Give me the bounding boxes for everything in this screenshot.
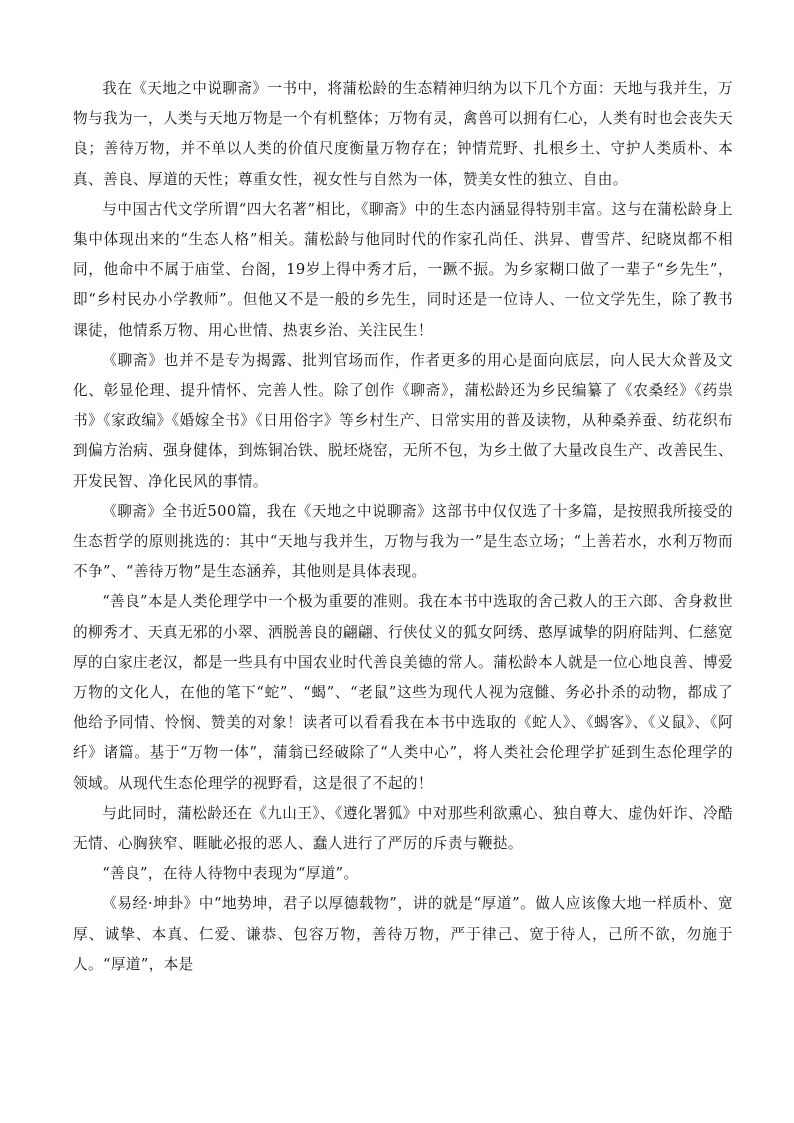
paragraph-5: “善良”本是人类伦理学中一个极为重要的准则。我在本书中选取的舍己救人的王六郎、舍身救世的柳秀才、天真无邪的小翠、洒脱善良的翩翩、行侠仗义的狐女阿绣、憨厚诚挚的阴府陆判、仁慈宽厚的白家庄老汉，都是一些具有中国农业时代善良美德的常人。蒲松龄本人就是一位心地良善、博爱万物的文化人，在他的笔下“蛇”、“蝎”、“老鼠”这些为现代人视为寇雠、务必扑杀的动物，都成了他给予同情、怜悯、赞美的对象！读者可以看看我在本书中选取的《蛇人》、《蝎客》、《义鼠》、《阿纤》诸篇。基于“万物一体”，蒲翁已经破除了“人类中心”，将人类社会伦理学扩延到生态伦理学的领域。从现代生态伦理学的视野看，这是很了不起的！ xyxy=(73,593,733,792)
paragraph-1: 我在《天地之中说聊斋》一书中，将蒲松龄的生态精神归纳为以下几个方面：天地与我并生，万物与我为一，人类与天地万物是一个有机整体；万物有灵，禽兽可以拥有仁心，人类有时也会丧失天良；善待万物，并不单以人类的价值尺度衡量万物存在；钟情荒野、扎根乡土、守护人类质朴、本真、善良、厚道的天性；尊重女性，视女性与自然为一体，赞美女性的独立、自由。 xyxy=(73,80,733,188)
paragraph-3: 《聊斋》也并不是专为揭露、批判官场而作，作者更多的用心是面向底层，向人民大众普及文化、彰显伦理、提升情怀、完善人性。除了创作《聊斋》，蒲松龄还为乡民编纂了《农桑经》《药祟书》《家政编》《婚嫁全书》《日用俗字》等乡村生产、日常实用的普及读物，从种桑养蚕、纺花织布到偏方治病、强身健体，到炼铜冶铁、脱坯烧窑，无所不包，为乡土做了大量改良生产、改善民生、开发民智、净化民风的事情。 xyxy=(73,351,733,490)
document-body xyxy=(73,74,733,980)
paragraph-6: 与此同时，蒲松龄还在《九山王》、《遵化署狐》中对那些利欲熏心、独自尊大、虚伪奸诈、冷酷无情、心胸狭窄、睚眦必报的恶人、蠢人进行了严厉的斥责与鞭挞。 xyxy=(73,804,733,853)
paragraph-2: 与中国古代文学所谓“四大名著”相比，《聊斋》中的生态内涵显得特别丰富。这与在蒲松龄身上集中体现出来的“生态人格”相关。蒲松龄与他同时代的作家孔尚任、洪昇、曹雪芹、纪晓岚都不相同，他命中不属于庙堂、台阁，19岁上得中秀才后，一蹶不振。为乡家糊口做了一辈子“乡先生”，即“乡村民办小学教师”。但他又不是一般的乡先生，同时还是一位诗人、一位文学先生，除了教书课徒，他情系万物、用心世情、热衷乡治、关注民生！ xyxy=(73,200,733,339)
paragraph-8: 《易经·坤卦》中“地势坤，君子以厚德载物”，讲的就是“厚道”。做人应该像大地一样质朴、宽厚、诚挚、本真、仁爱、谦恭、包容万物，善待万物，严于律己、宽于待人，己所不欲，勿施于人。“厚道”，本是 xyxy=(73,895,733,973)
paragraph-7: “善良”，在待人待物中表现为“厚道”。 xyxy=(102,865,359,883)
paragraph-4: 《聊斋》全书近500篇，我在《天地之中说聊斋》这部书中仅仅选了十多篇，是按照我所接受的生态哲学的原则挑选的：其中“天地与我并生，万物与我为一”是生态立场；“上善若水，水利万物而不争”、“善待万物”是生态涵养，其他则是具体表现。 xyxy=(73,502,733,581)
